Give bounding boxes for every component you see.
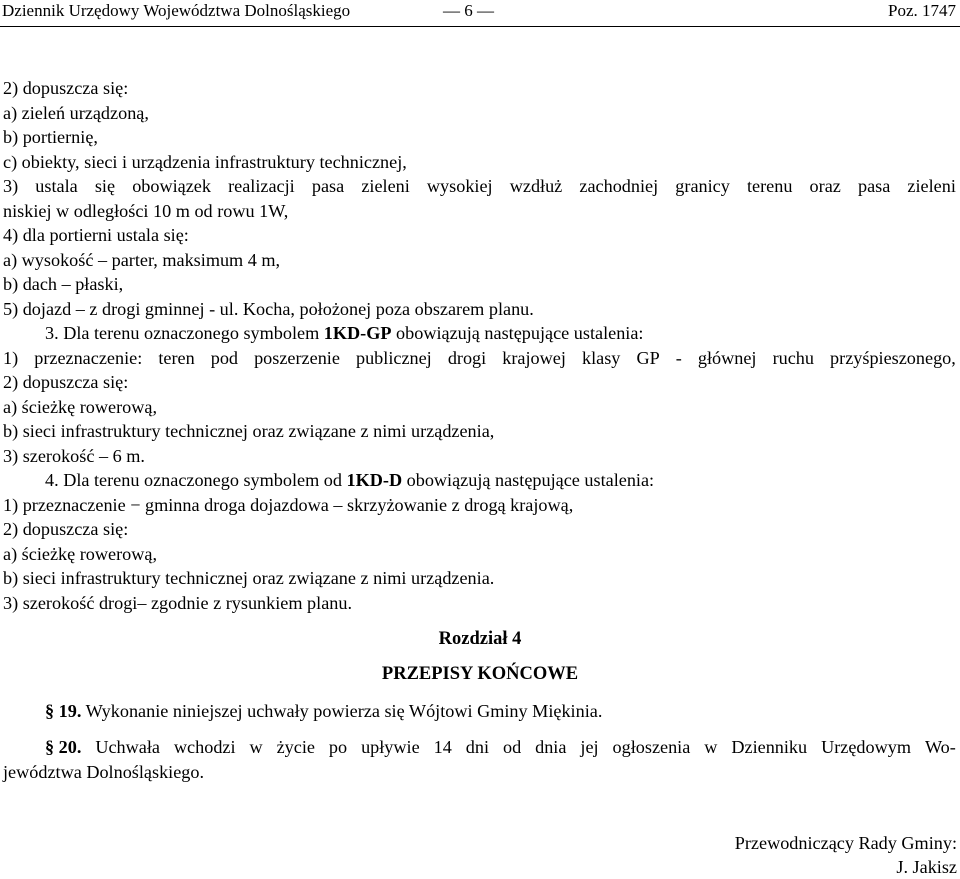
word: Dzienniku [731,737,808,757]
word: pod [210,348,239,368]
word: realizacji [228,176,295,196]
text-line: 3) szerokość – 6 m. [3,446,145,466]
word: zieleni [361,176,410,196]
word: wysokiej [426,176,493,196]
text-line: a) zieleń urządzoną, [3,103,149,123]
word: jej [580,737,599,757]
text-line: 4) dla portierni ustala się: [3,225,189,245]
paragraph-20-number: § 20. [45,737,82,757]
word: Uchwała [95,737,160,757]
word: zieleni [907,176,956,196]
word: granicy [675,176,730,196]
signature-role: Przewodniczący Rady Gminy: [734,833,957,853]
text-line: a) ścieżkę rowerową, [3,544,157,564]
text-line-justified [3,346,956,370]
section-4-intro: 4. Dla terenu oznaczonego symbolem od [45,470,347,490]
word: się [94,176,116,196]
word: ogłoszenia [612,737,691,757]
word: wzdłuż [509,176,563,196]
section-4-heading [45,468,654,492]
text-line: b) sieci infrastruktury technicznej oraz związane z nimi urządzenia. [3,568,495,588]
paragraph-19 [45,699,602,723]
text-line: c) obiekty, sieci i urządzenia infrastruktury technicznej, [3,152,407,172]
word: przeznaczenie: [34,348,143,368]
word: po [328,737,348,757]
word: przyśpieszonego, [830,348,956,368]
word: krajowej [502,348,566,368]
word: teren [158,348,195,368]
page-number: — 6 — [443,1,494,20]
word: od [502,737,522,757]
word: 1) [3,348,19,368]
text-line: 2) dopuszcza się: [3,372,129,392]
section-3-outro: obowiązują następujące ustalenia: [391,323,644,343]
paragraph-20-continuation: jewództwa Dolnośląskiego. [3,762,205,782]
text-line: b) dach – płaski, [3,274,124,294]
signature-name: J. Jakisz [896,857,957,877]
word: ruchu [772,348,814,368]
word: upływie [361,737,420,757]
word: obowiązek [132,176,211,196]
chapter-subtitle: PRZEPISY KOŃCOWE [381,664,579,684]
word: 14 [433,737,452,757]
word: w [249,737,263,757]
text-line: b) sieci infrastruktury technicznej oraz związane z nimi urządzenia, [3,421,495,441]
word: pasa [311,176,345,196]
paragraph-20 [45,735,956,759]
word: klasy [581,348,621,368]
word: pasa [857,176,891,196]
text-line: 1) przeznaczenie − gminna droga dojazdowa – skrzyżowanie z drogą krajową, [3,495,574,515]
word: dnia [535,737,567,757]
text-line: a) wysokość – parter, maksimum 4 m, [3,250,281,270]
word: drogi [447,348,487,368]
word: życie [276,737,315,757]
journal-title: Dziennik Urzędowy Województwa Dolnośląskiego [2,1,351,20]
word: 3) [3,176,19,196]
header-rule [0,26,960,27]
symbol-1kd-d: 1KD-D [346,470,403,490]
chapter-title: Rozdział 4 [438,629,522,649]
position-number: Poz. 1747 [888,1,956,20]
word: głównej [697,348,757,368]
word: dni [465,737,490,757]
word: w [704,737,718,757]
paragraph-19-number: § 19. [45,701,82,721]
page-header [0,0,960,24]
word: publicznej [355,348,432,368]
text-line-justified [3,174,956,198]
word: ustala [35,176,78,196]
word: Urzędowym [821,737,911,757]
section-4-outro: obowiązują następujące ustalenia: [402,470,655,490]
word: Wo- [924,737,956,757]
word: GP [636,348,660,368]
word: - [675,348,682,368]
symbol-1kd-gp: 1KD-GP [323,323,392,343]
text-line: niskiej w odległości 10 m od rowu 1W, [3,201,289,221]
section-3-intro: 3. Dla terenu oznaczonego symbolem [45,323,324,343]
text-line: 3) szerokość drogi– zgodnie z rysunkiem planu. [3,593,353,613]
text-line: 5) dojazd – z drogi gminnej - ul. Kocha, położonej poza obszarem planu. [3,299,534,319]
word: terenu [746,176,793,196]
text-line: 2) dopuszcza się: [3,519,129,539]
text-line: a) ścieżkę rowerową, [3,397,157,417]
word: poszerzenie [254,348,340,368]
text-line: b) portiernię, [3,127,98,147]
text-line: 2) dopuszcza się: [3,78,129,98]
word: zachodniej [579,176,659,196]
word: oraz [809,176,841,196]
section-3-heading [45,321,643,345]
paragraph-19-text: Wykonanie niniejszej uchwały powierza się Wójtowi Gminy Miękinia. [81,701,603,721]
word: wchodzi [173,737,236,757]
